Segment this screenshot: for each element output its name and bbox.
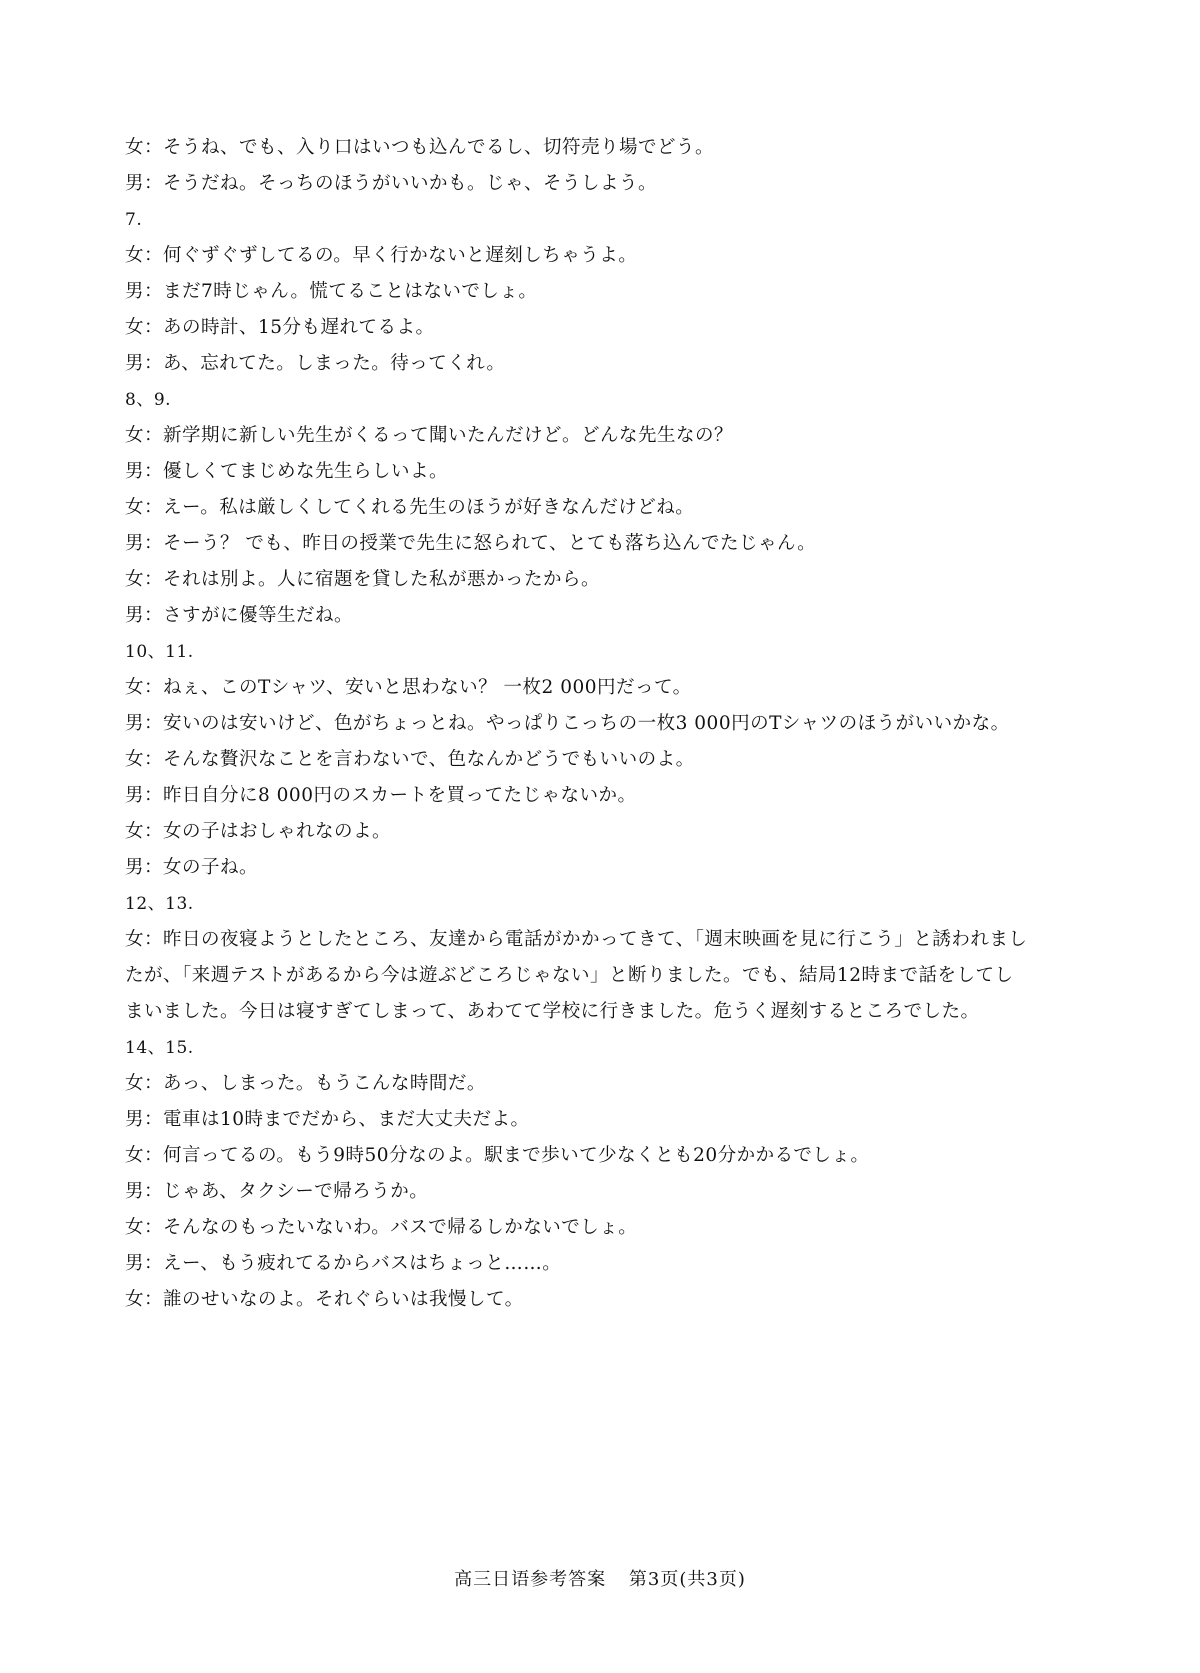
monologue-line: まいました。今日は寝すぎてしまって、あわてて学校に行きました。危うく遅刻するところでした。 [125, 1001, 980, 1022]
dialogue-line: 女：誰のせいなのよ。それぐらいは我慢して。 [125, 1289, 524, 1310]
dialogue-line: 男：あ、忘れてた。しまった。待ってくれ。 [125, 353, 506, 374]
page-number: 第3页(共3页) [628, 1569, 746, 1590]
dialogue-line: 男：そうだね。そっちのほうがいいかも。じゃ、そうしよう。 [125, 173, 658, 194]
dialogue-line: 女：そんな贅沢なことを言わないで、色なんかどうでもいいのよ。 [125, 749, 695, 770]
dialogue-line: 男：電車は10時までだから、まだ大丈夫だよ。 [125, 1109, 530, 1130]
dialogue-line: 男：そーう？ でも、昨日の授業で先生に怒られて、とても落ち込んでたじゃん。 [125, 533, 817, 554]
transcript-body [125, 130, 1075, 1318]
question-number: 7. [125, 210, 143, 230]
dialogue-line: 女：ねぇ、このTシャツ、安いと思わない？ 一枚2 000円だって。 [125, 677, 692, 698]
dialogue-line: 女：新学期に新しい先生がくるって聞いたんだけど。どんな先生なの？ [125, 425, 734, 446]
dialogue-line: 男：優しくてまじめな先生らしいよ。 [125, 461, 449, 482]
dialogue-line: 女：えー。私は厳しくしてくれる先生のほうが好きなんだけどね。 [125, 497, 695, 518]
question-number: 8、9. [125, 390, 172, 410]
dialogue-line: 女：そうね、でも、入り口はいつも込んでるし、切符売り場でどう。 [125, 137, 715, 158]
dialogue-line: 女：女の子はおしゃれなのよ。 [125, 821, 392, 842]
dialogue-line: 男：昨日自分に8 000円のスカートを買ってたじゃないか。 [125, 785, 637, 806]
dialogue-line: 女：あの時計、15分も遅れてるよ。 [125, 317, 435, 338]
dialogue-line: 男：じゃあ、タクシーで帰ろうか。 [125, 1181, 429, 1202]
question-number: 10、11. [125, 642, 194, 662]
dialogue-line: 女：それは別よ。人に宿題を貸した私が悪かったから。 [125, 569, 601, 590]
page-footer [0, 1565, 1200, 1591]
dialogue-line: 男：女の子ね。 [125, 857, 259, 878]
dialogue-line: 男：さすがに優等生だね。 [125, 605, 354, 626]
monologue-line: たが、「来週テストがあるから今は遊ぶどころじゃない」と断りました。でも、結局12時まで話をしてし [125, 965, 1014, 986]
dialogue-line: 男：まだ7時じゃん。慌てることはないでしょ。 [125, 281, 538, 302]
dialogue-line: 女：あっ、しまった。もうこんな時間だ。 [125, 1073, 486, 1094]
dialogue-line: 男：安いのは安いけど、色がちょっとね。やっぱりこっちの一枚3 000円のTシャツのほうがいいかな。 [125, 713, 1010, 734]
question-number: 14、15. [125, 1038, 194, 1058]
dialogue-line: 女：何ぐずぐずしてるの。早く行かないと遅刻しちゃうよ。 [125, 245, 638, 266]
monologue-line: 女：昨日の夜寝ようとしたところ、友達から電話がかかってきて、「週末映画を見に行こう」と誘われまし [125, 929, 1028, 950]
footer-title: 高三日语参考答案 [454, 1569, 607, 1590]
question-number: 12、13. [125, 894, 194, 914]
dialogue-line: 女：何言ってるの。もう9時50分なのよ。駅まで歩いて少なくとも20分かかるでしょ。 [125, 1145, 870, 1166]
dialogue-line: 男：えー、もう疲れてるからバスはちょっと……。 [125, 1253, 562, 1274]
dialogue-line: 女：そんなのもったいないわ。バスで帰るしかないでしょ。 [125, 1217, 638, 1238]
